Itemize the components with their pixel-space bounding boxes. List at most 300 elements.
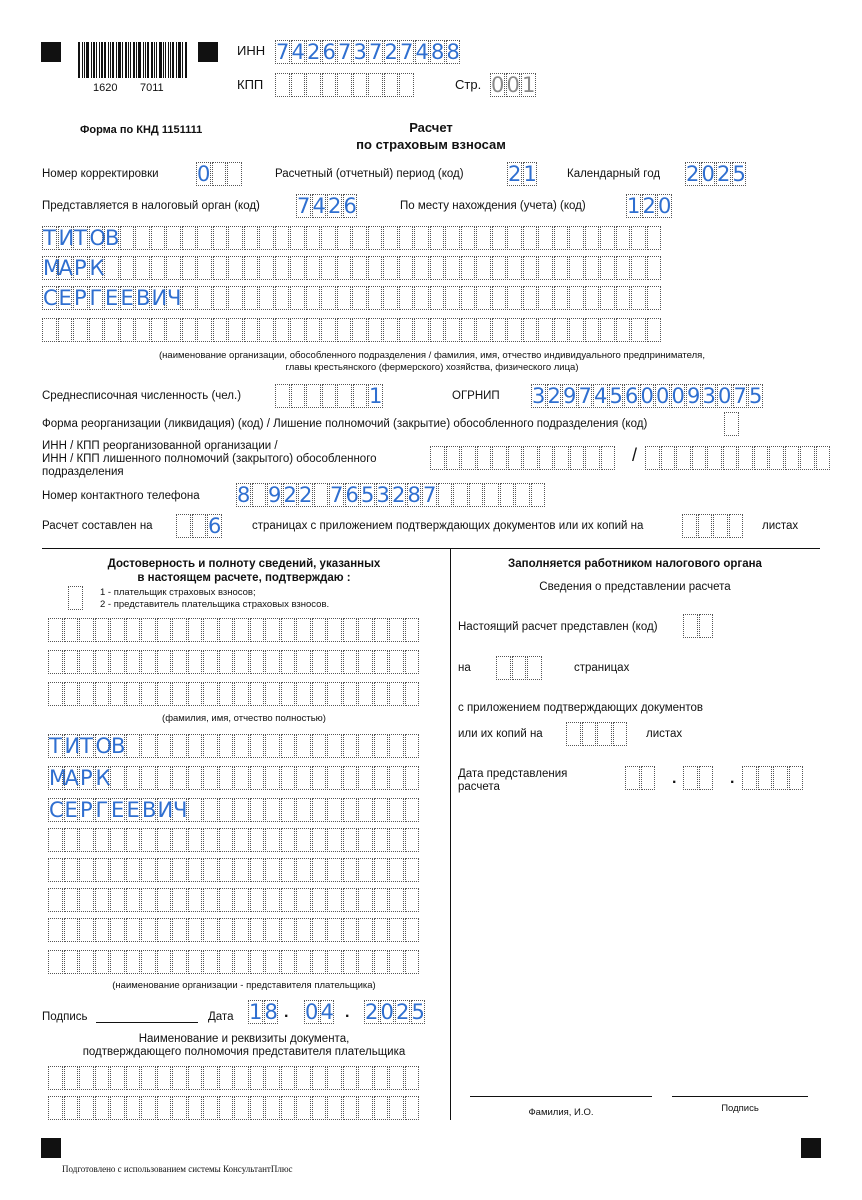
input-cell[interactable] — [172, 682, 187, 706]
input-cell[interactable] — [383, 286, 398, 310]
input-cell[interactable] — [95, 618, 110, 642]
input-cell[interactable] — [48, 1066, 63, 1090]
input-cell[interactable]: В — [136, 286, 151, 310]
input-cell[interactable] — [188, 734, 203, 758]
input-cell[interactable]: 6 — [343, 194, 357, 218]
input-cell[interactable]: 9 — [687, 384, 701, 408]
input-cell[interactable] — [631, 318, 646, 342]
input-cell[interactable] — [374, 682, 389, 706]
input-cell[interactable] — [172, 1096, 187, 1120]
input-cell[interactable] — [172, 888, 187, 912]
tax-pages-cells[interactable] — [496, 656, 543, 680]
input-cell[interactable] — [647, 286, 662, 310]
input-cell[interactable] — [104, 318, 119, 342]
input-cell[interactable]: 6 — [625, 384, 639, 408]
input-cell[interactable] — [405, 828, 420, 852]
input-cell[interactable]: В — [142, 798, 157, 822]
fio-sign-line[interactable] — [470, 1096, 652, 1097]
input-cell[interactable] — [250, 1066, 265, 1090]
input-cell[interactable] — [527, 656, 542, 680]
input-cell[interactable] — [327, 682, 342, 706]
input-cell[interactable] — [296, 918, 311, 942]
input-cell[interactable] — [291, 73, 306, 97]
submit-day-cells[interactable] — [625, 766, 656, 790]
input-cell[interactable] — [523, 286, 538, 310]
input-cell[interactable] — [538, 318, 553, 342]
input-cell[interactable]: 7 — [297, 194, 311, 218]
input-cell[interactable] — [389, 650, 404, 674]
input-cell[interactable] — [265, 888, 280, 912]
reorg-kpp-cells[interactable] — [645, 446, 831, 470]
input-cell[interactable]: 0 — [197, 162, 211, 186]
input-cell[interactable]: 0 — [640, 384, 654, 408]
input-cell[interactable] — [141, 766, 156, 790]
input-cell[interactable] — [275, 226, 290, 250]
input-cell[interactable] — [585, 226, 600, 250]
input-cell[interactable]: В — [105, 226, 120, 250]
year-cells[interactable] — [685, 162, 747, 186]
input-cell[interactable] — [699, 766, 714, 790]
input-cell[interactable] — [358, 888, 373, 912]
input-cell[interactable] — [321, 318, 336, 342]
input-cell[interactable] — [265, 766, 280, 790]
input-cell[interactable]: 0 — [658, 194, 672, 218]
input-cell[interactable] — [110, 828, 125, 852]
input-cell[interactable] — [631, 226, 646, 250]
input-cell[interactable] — [314, 483, 329, 507]
input-cell[interactable] — [203, 950, 218, 974]
input-cell[interactable]: 8 — [446, 40, 460, 64]
input-cell[interactable]: 8 — [407, 483, 421, 507]
input-cell[interactable] — [281, 858, 296, 882]
input-cell[interactable] — [389, 918, 404, 942]
input-cell[interactable] — [259, 286, 274, 310]
input-cell[interactable] — [707, 446, 722, 470]
input-cell[interactable] — [389, 1066, 404, 1090]
input-cell[interactable] — [95, 682, 110, 706]
input-cell[interactable] — [203, 766, 218, 790]
input-cell[interactable] — [353, 73, 368, 97]
input-cell[interactable] — [554, 318, 569, 342]
input-cell[interactable] — [337, 73, 352, 97]
input-cell[interactable] — [95, 858, 110, 882]
submitted-cells[interactable] — [683, 614, 714, 638]
signature-line[interactable] — [96, 1022, 198, 1023]
input-cell[interactable] — [141, 682, 156, 706]
input-cell[interactable] — [399, 73, 414, 97]
input-cell[interactable] — [554, 226, 569, 250]
input-cell[interactable]: К — [95, 766, 111, 790]
pages-cells[interactable] — [176, 514, 223, 538]
input-cell[interactable]: А — [58, 256, 73, 280]
input-cell[interactable] — [188, 650, 203, 674]
input-cell[interactable] — [120, 256, 135, 280]
input-cell[interactable]: Е — [126, 798, 140, 822]
input-cell[interactable] — [48, 918, 63, 942]
input-cell[interactable] — [188, 918, 203, 942]
input-cell[interactable] — [48, 618, 63, 642]
input-cell[interactable]: 0 — [656, 384, 670, 408]
input-cell[interactable]: 2 — [686, 162, 700, 186]
name-row-4[interactable] — [42, 318, 662, 342]
input-cell[interactable] — [600, 226, 615, 250]
input-cell[interactable] — [321, 256, 336, 280]
input-cell[interactable]: 3 — [376, 483, 390, 507]
input-cell[interactable] — [228, 286, 243, 310]
input-cell[interactable]: 8 — [264, 1000, 278, 1024]
input-cell[interactable]: 6 — [345, 483, 359, 507]
input-cell[interactable] — [219, 888, 234, 912]
input-cell[interactable] — [141, 828, 156, 852]
input-cell[interactable] — [698, 514, 713, 538]
input-cell[interactable] — [234, 1096, 249, 1120]
input-cell[interactable] — [582, 722, 597, 746]
input-cell[interactable] — [172, 828, 187, 852]
input-cell[interactable] — [296, 858, 311, 882]
input-cell[interactable] — [64, 858, 79, 882]
input-cell[interactable] — [290, 286, 305, 310]
input-cell[interactable] — [296, 950, 311, 974]
input-cell[interactable]: К — [89, 256, 105, 280]
input-cell[interactable]: Т — [74, 226, 87, 250]
input-cell[interactable] — [157, 950, 172, 974]
rep-row-1[interactable] — [48, 734, 420, 758]
input-cell[interactable] — [182, 286, 197, 310]
input-cell[interactable] — [135, 226, 150, 250]
input-cell[interactable] — [296, 766, 311, 790]
input-cell[interactable] — [661, 446, 676, 470]
input-cell[interactable] — [327, 858, 342, 882]
input-cell[interactable] — [110, 618, 125, 642]
input-cell[interactable] — [141, 650, 156, 674]
input-cell[interactable] — [389, 888, 404, 912]
input-cell[interactable] — [197, 286, 212, 310]
input-cell[interactable] — [64, 1096, 79, 1120]
input-cell[interactable] — [389, 766, 404, 790]
input-cell[interactable] — [281, 918, 296, 942]
input-cell[interactable] — [166, 226, 181, 250]
input-cell[interactable] — [327, 618, 342, 642]
input-cell[interactable]: 2 — [508, 162, 522, 186]
input-cell[interactable] — [275, 318, 290, 342]
input-cell[interactable] — [48, 950, 63, 974]
input-cell[interactable] — [213, 318, 228, 342]
input-cell[interactable] — [252, 483, 267, 507]
input-cell[interactable] — [203, 734, 218, 758]
input-cell[interactable] — [48, 1096, 63, 1120]
input-cell[interactable] — [683, 614, 698, 638]
input-cell[interactable] — [476, 226, 491, 250]
input-cell[interactable] — [430, 446, 445, 470]
input-cell[interactable] — [600, 286, 615, 310]
input-cell[interactable]: И — [64, 734, 81, 758]
input-cell[interactable] — [337, 256, 352, 280]
input-cell[interactable] — [352, 226, 367, 250]
input-cell[interactable] — [507, 256, 522, 280]
input-cell[interactable] — [265, 1066, 280, 1090]
correction-cells[interactable] — [196, 162, 243, 186]
input-cell[interactable] — [327, 950, 342, 974]
input-cell[interactable] — [157, 734, 172, 758]
input-cell[interactable] — [724, 412, 739, 436]
input-cell[interactable] — [569, 318, 584, 342]
input-cell[interactable] — [453, 483, 468, 507]
input-cell[interactable] — [110, 650, 125, 674]
input-cell[interactable] — [358, 734, 373, 758]
input-cell[interactable] — [228, 318, 243, 342]
input-cell[interactable] — [399, 256, 414, 280]
input-cell[interactable] — [250, 828, 265, 852]
input-cell[interactable] — [343, 888, 358, 912]
input-cell[interactable] — [531, 483, 546, 507]
submit-month-cells[interactable] — [683, 766, 714, 790]
input-cell[interactable] — [327, 766, 342, 790]
name-row-1[interactable] — [42, 226, 662, 250]
input-cell[interactable] — [281, 650, 296, 674]
input-cell[interactable] — [327, 828, 342, 852]
input-cell[interactable] — [358, 1066, 373, 1090]
input-cell[interactable] — [234, 828, 249, 852]
ogrnip-cells[interactable] — [531, 384, 764, 408]
inn-cells[interactable] — [275, 40, 461, 64]
input-cell[interactable] — [569, 226, 584, 250]
input-cell[interactable] — [337, 318, 352, 342]
input-cell[interactable] — [48, 828, 63, 852]
input-cell[interactable] — [312, 888, 327, 912]
input-cell[interactable] — [729, 514, 744, 538]
input-cell[interactable]: 2 — [365, 1000, 379, 1024]
input-cell[interactable] — [281, 950, 296, 974]
input-cell[interactable] — [172, 734, 187, 758]
phone-cells[interactable] — [236, 483, 546, 507]
input-cell[interactable] — [219, 766, 234, 790]
input-cell[interactable] — [477, 446, 492, 470]
input-cell[interactable] — [265, 950, 280, 974]
input-cell[interactable] — [343, 766, 358, 790]
input-cell[interactable] — [250, 858, 265, 882]
input-cell[interactable] — [492, 318, 507, 342]
input-cell[interactable] — [405, 888, 420, 912]
input-cell[interactable]: Ч — [173, 798, 188, 822]
input-cell[interactable]: В — [111, 734, 126, 758]
input-cell[interactable]: 3 — [702, 384, 716, 408]
input-cell[interactable] — [203, 858, 218, 882]
input-cell[interactable] — [151, 226, 166, 250]
input-cell[interactable] — [296, 798, 311, 822]
input-cell[interactable] — [275, 73, 290, 97]
input-cell[interactable] — [374, 828, 389, 852]
input-cell[interactable]: 2 — [642, 194, 656, 218]
input-cell[interactable] — [126, 858, 141, 882]
input-cell[interactable] — [250, 734, 265, 758]
input-cell[interactable]: 9 — [268, 483, 282, 507]
input-cell[interactable] — [234, 858, 249, 882]
input-cell[interactable] — [110, 766, 125, 790]
input-cell[interactable] — [327, 1066, 342, 1090]
input-cell[interactable] — [312, 1096, 327, 1120]
input-cell[interactable]: 6 — [208, 514, 222, 538]
input-cell[interactable] — [188, 618, 203, 642]
input-cell[interactable] — [327, 888, 342, 912]
input-cell[interactable] — [358, 858, 373, 882]
input-cell[interactable]: 5 — [749, 384, 763, 408]
input-cell[interactable]: И — [58, 226, 75, 250]
input-cell[interactable] — [79, 1066, 94, 1090]
rep-row-4[interactable] — [48, 828, 420, 852]
input-cell[interactable]: Ч — [167, 286, 182, 310]
input-cell[interactable]: Т — [49, 734, 62, 758]
input-cell[interactable] — [312, 650, 327, 674]
input-cell[interactable]: 7 — [330, 483, 344, 507]
input-cell[interactable] — [296, 888, 311, 912]
input-cell[interactable] — [374, 734, 389, 758]
input-cell[interactable]: 5 — [609, 384, 623, 408]
input-cell[interactable] — [172, 766, 187, 790]
rep-row-8[interactable] — [48, 950, 420, 974]
input-cell[interactable] — [141, 734, 156, 758]
input-cell[interactable] — [312, 828, 327, 852]
input-cell[interactable] — [203, 828, 218, 852]
input-cell[interactable]: 2 — [384, 40, 398, 64]
input-cell[interactable]: Т — [43, 226, 56, 250]
input-cell[interactable] — [358, 650, 373, 674]
input-cell[interactable] — [389, 734, 404, 758]
input-cell[interactable]: 7 — [578, 384, 592, 408]
input-cell[interactable] — [414, 318, 429, 342]
input-cell[interactable] — [569, 286, 584, 310]
input-cell[interactable]: 8 — [237, 483, 251, 507]
input-cell[interactable] — [95, 650, 110, 674]
input-cell[interactable] — [554, 256, 569, 280]
input-cell[interactable] — [219, 918, 234, 942]
input-cell[interactable] — [507, 286, 522, 310]
tax-sheets-cells[interactable] — [566, 722, 628, 746]
input-cell[interactable] — [616, 286, 631, 310]
input-cell[interactable] — [203, 618, 218, 642]
input-cell[interactable]: 7 — [276, 40, 290, 64]
input-cell[interactable] — [446, 446, 461, 470]
input-cell[interactable] — [110, 1096, 125, 1120]
input-cell[interactable] — [95, 828, 110, 852]
input-cell[interactable] — [742, 766, 757, 790]
input-cell[interactable] — [172, 618, 187, 642]
input-cell[interactable] — [352, 256, 367, 280]
input-cell[interactable] — [625, 766, 640, 790]
input-cell[interactable] — [312, 858, 327, 882]
input-cell[interactable] — [405, 858, 420, 882]
input-cell[interactable] — [476, 286, 491, 310]
input-cell[interactable] — [358, 918, 373, 942]
input-cell[interactable]: 2 — [307, 40, 321, 64]
input-cell[interactable] — [79, 650, 94, 674]
input-cell[interactable] — [203, 650, 218, 674]
input-cell[interactable] — [405, 918, 420, 942]
input-cell[interactable] — [95, 1096, 110, 1120]
input-cell[interactable] — [95, 950, 110, 974]
input-cell[interactable] — [343, 618, 358, 642]
input-cell[interactable] — [188, 828, 203, 852]
input-cell[interactable] — [172, 918, 187, 942]
input-cell[interactable] — [523, 446, 538, 470]
input-cell[interactable]: 3 — [532, 384, 546, 408]
input-cell[interactable] — [374, 650, 389, 674]
input-cell[interactable] — [110, 888, 125, 912]
input-cell[interactable] — [110, 950, 125, 974]
input-cell[interactable] — [157, 766, 172, 790]
input-cell[interactable]: А — [64, 766, 79, 790]
input-cell[interactable] — [538, 256, 553, 280]
input-cell[interactable] — [110, 1066, 125, 1090]
input-cell[interactable] — [374, 1096, 389, 1120]
input-cell[interactable] — [492, 226, 507, 250]
input-cell[interactable]: 2 — [283, 483, 297, 507]
input-cell[interactable] — [616, 256, 631, 280]
input-cell[interactable] — [430, 256, 445, 280]
input-cell[interactable] — [157, 1066, 172, 1090]
input-cell[interactable] — [79, 682, 94, 706]
input-cell[interactable] — [438, 483, 453, 507]
input-cell[interactable] — [492, 286, 507, 310]
input-cell[interactable] — [554, 286, 569, 310]
input-cell[interactable] — [141, 950, 156, 974]
input-cell[interactable] — [79, 618, 94, 642]
input-cell[interactable] — [265, 858, 280, 882]
input-cell[interactable] — [48, 682, 63, 706]
input-cell[interactable] — [219, 734, 234, 758]
input-cell[interactable] — [188, 858, 203, 882]
input-cell[interactable] — [265, 682, 280, 706]
input-cell[interactable]: 7 — [338, 40, 352, 64]
input-cell[interactable]: 7 — [423, 483, 437, 507]
input-cell[interactable]: С — [43, 286, 58, 310]
input-cell[interactable]: 0 — [701, 162, 715, 186]
input-cell[interactable] — [523, 256, 538, 280]
input-cell[interactable] — [281, 1096, 296, 1120]
input-cell[interactable] — [281, 798, 296, 822]
input-cell[interactable] — [172, 1066, 187, 1090]
input-cell[interactable] — [79, 918, 94, 942]
input-cell[interactable] — [64, 828, 79, 852]
confirm-type-cell[interactable] — [68, 586, 84, 610]
input-cell[interactable] — [343, 918, 358, 942]
input-cell[interactable] — [250, 650, 265, 674]
input-cell[interactable] — [259, 226, 274, 250]
input-cell[interactable]: 0 — [491, 73, 505, 97]
input-cell[interactable] — [95, 1066, 110, 1090]
input-cell[interactable] — [296, 1066, 311, 1090]
input-cell[interactable]: 5 — [732, 162, 746, 186]
name-row-2[interactable] — [42, 256, 662, 280]
input-cell[interactable] — [219, 1066, 234, 1090]
input-cell[interactable] — [692, 446, 707, 470]
input-cell[interactable] — [64, 1066, 79, 1090]
input-cell[interactable] — [600, 256, 615, 280]
input-cell[interactable] — [800, 446, 815, 470]
headcount-cells[interactable] — [275, 384, 384, 408]
input-cell[interactable] — [368, 256, 383, 280]
date-day-cells[interactable] — [248, 1000, 279, 1024]
doc-row-2[interactable] — [48, 1096, 420, 1120]
input-cell[interactable] — [405, 682, 420, 706]
input-cell[interactable] — [758, 766, 773, 790]
input-cell[interactable] — [569, 256, 584, 280]
input-cell[interactable] — [405, 650, 420, 674]
input-cell[interactable] — [265, 618, 280, 642]
input-cell[interactable] — [343, 682, 358, 706]
input-cell[interactable] — [631, 256, 646, 280]
input-cell[interactable] — [126, 1066, 141, 1090]
input-cell[interactable] — [250, 950, 265, 974]
